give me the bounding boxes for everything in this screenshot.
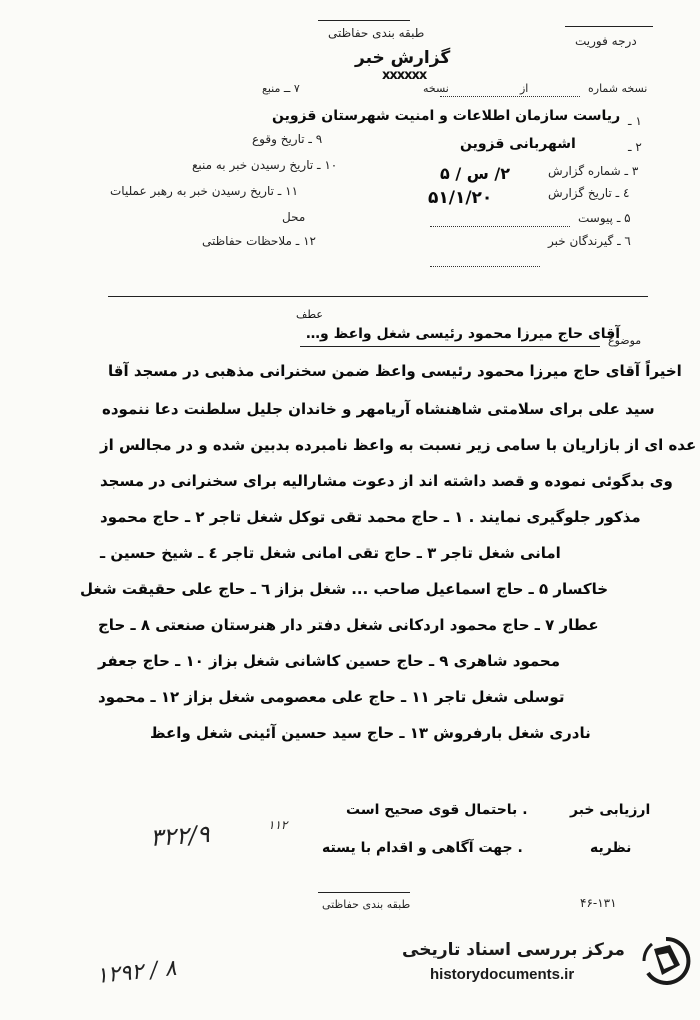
copy-label: نسخه (423, 82, 449, 95)
classification-bottom: طبقه بندی حفاظتی (322, 898, 411, 911)
body-line-10: توسلی شغل تاجر ۱۱ ـ حاج علی معصومی شغل بزاز ۱۲ ـ محمود (98, 688, 565, 706)
copy-number-label: نسخه شماره (588, 82, 648, 95)
footer-classification-overline (318, 892, 410, 893)
subject-label: موضوع (608, 334, 642, 347)
title-stamp: xxxxxx (382, 68, 427, 83)
reference-note: عطف (296, 308, 323, 321)
body-line-8: عطار ۷ ـ حاج محمود اردکانی شغل دفتر دار هنرستان صنعتی ۸ ـ حاج (98, 616, 599, 634)
body-line-3: عده ای از بازاریان با سامی زیر نسبت به واعظ نامبرده بدبین شده و در مجالس از (100, 436, 697, 454)
evaluation-value: . باحتمال قوی صحیح است (346, 802, 528, 818)
watermark-url: historydocuments.ir (430, 966, 575, 983)
field-1-label: ۱ ـ (628, 114, 642, 128)
handwritten-small-number: ۱۱۲ (268, 818, 288, 832)
handwritten-bottom-number: ۸ / ۱۲۹۲ (94, 955, 178, 990)
handwritten-ref-number: ۳۲۲/۹ (149, 819, 211, 853)
location-label: محل (282, 210, 306, 224)
body-line-4: وی بدگوئی نموده و قصد داشته اند از دعوت مشارالیه برای سخنرانی در مسجد (100, 472, 673, 490)
field-9-label: ۹ ـ تاریخ وقوع (252, 132, 323, 146)
body-line-5: مذکور جلوگیری نمایند . ۱ ـ حاج محمد تقی توکل شغل تاجر ۲ ـ حاج محمود (100, 508, 641, 526)
from-label: از (520, 82, 529, 95)
body-line-2: سید علی برای سلامتی شاهنشاه آریامهر و خاندان جلیل سلطنت دعا ننموده (102, 400, 655, 418)
field-5-dots (430, 226, 570, 227)
form-separator (108, 296, 648, 297)
field-10-label: ۱۰ ـ تاریخ رسیدن خبر به منبع (192, 158, 338, 172)
field-3-value: ۲/ س / ۵ (440, 164, 511, 183)
body-line-11: نادری شغل بارفروش ۱۳ ـ حاج سید حسین آئینی شغل واعظ (150, 724, 591, 742)
urgency-underline (565, 26, 653, 27)
field-11-label: ۱۱ ـ تاریخ رسیدن خبر به رهبر عملیات (110, 184, 299, 198)
form-code: ۴۶-۱۳۱ (580, 896, 617, 910)
field-6-label: ٦ ـ گیرندگان خبر (548, 234, 631, 248)
field-4-label: ٤ ـ تاریخ گزارش (548, 186, 630, 200)
archive-logo-icon (640, 935, 692, 987)
report-title: گزارش خبر (355, 48, 451, 68)
evaluation-label: ارزیابی خبر (570, 802, 651, 818)
field-1-value: ریاست سازمان اطلاعات و امنیت شهرستان قزوین (272, 108, 621, 124)
field-3-label: ۳ ـ شماره گزارش (548, 164, 639, 178)
body-line-1: اخیراً آقای حاج میرزا محمود رئیسی واعظ ضمن سخنرانی مذهبی در مسجد آقا (108, 362, 682, 380)
source-label: ۷ ــ منبع (262, 82, 300, 95)
field-5-label: ۵ ـ پیوست (578, 211, 631, 225)
opinion-label: نظریه (590, 840, 632, 856)
field-6-dots (430, 266, 540, 267)
subject-underline (300, 346, 600, 347)
body-line-6: امانی شغل تاجر ۳ ـ حاج تقی امانی شغل تاجر ٤ ـ شیخ حسین ـ (100, 544, 561, 562)
field-2-value: اشهربانی قزوین (460, 136, 576, 152)
urgency-label: درجه فوریت (575, 34, 637, 48)
field-2-label: ۲ ـ (628, 140, 642, 154)
body-line-9: محمود شاهری ۹ ـ حاج حسین کاشانی شغل بزاز ۱۰ ـ حاج جعفر (98, 652, 561, 670)
watermark-text: مرکز بررسی اسناد تاریخی (402, 940, 625, 960)
opinion-value: . جهت آگاهی و اقدام با یسته (322, 840, 523, 856)
classification-top-underline (318, 20, 410, 21)
field-12-label: ۱۲ ـ ملاحظات حفاظتی (202, 234, 316, 248)
header-dots (440, 96, 580, 97)
field-4-value: ۵۱/۱/۲۰ (428, 188, 493, 208)
subject-value: آقای حاج میرزا محمود رئیسی شغل واعظ و… (306, 326, 621, 342)
body-line-7: خاکسار ۵ ـ حاج اسماعیل صاحب ... شغل بزاز ٦ ـ حاج علی حقیقت شغل (80, 580, 609, 598)
classification-top: طبقه بندی حفاظتی (328, 26, 425, 40)
